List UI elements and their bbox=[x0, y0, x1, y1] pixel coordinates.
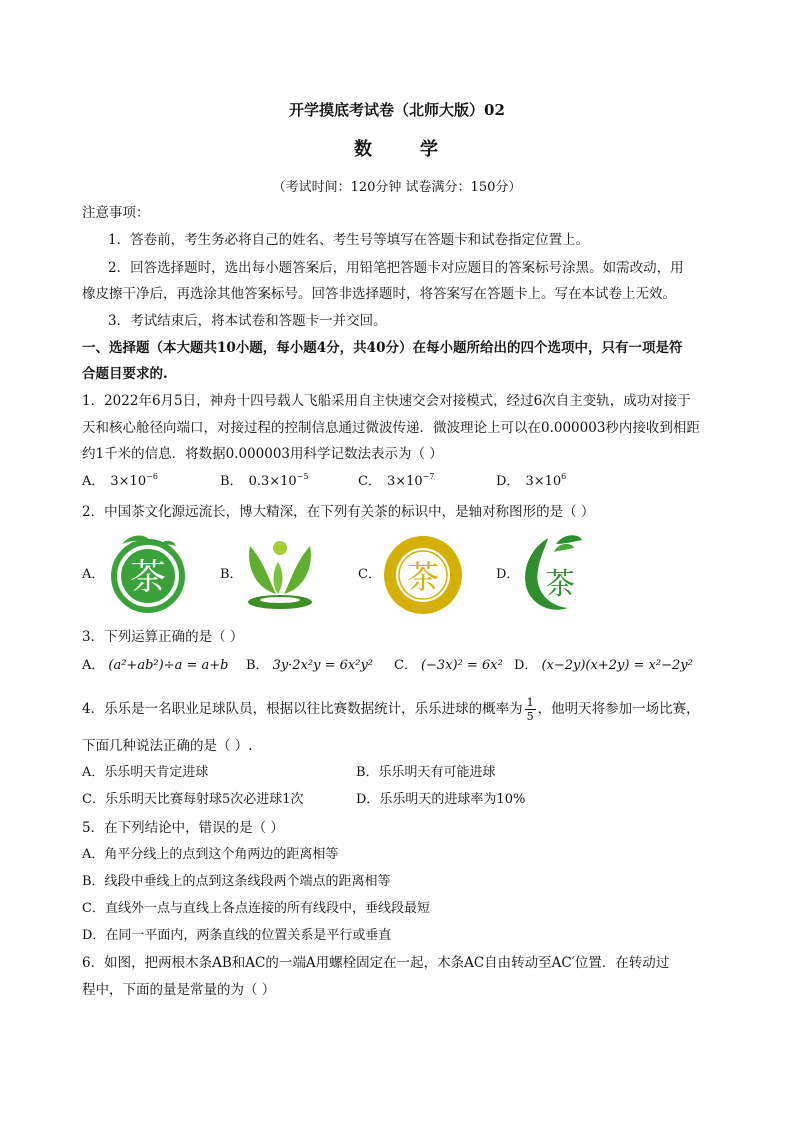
q3-b-label: B． bbox=[246, 658, 269, 673]
logo-c-char: 茶 bbox=[406, 558, 440, 596]
q2-option-c-label[interactable]: C． bbox=[358, 567, 381, 582]
q4-frac-den: 5 bbox=[526, 710, 534, 723]
q1-c-base: 3×10 bbox=[386, 474, 423, 489]
q2-option-a-label[interactable]: A． bbox=[82, 567, 105, 582]
note-1: 1．答卷前，考生务必将自己的姓名、考生号等填写在答题卡和试卷指定位置上。 bbox=[108, 232, 590, 248]
section-1-heading-2: 合题目要求的. bbox=[82, 366, 168, 382]
q1-option-c[interactable] bbox=[358, 472, 434, 492]
q3-stem: 3．下列运算正确的是（ ） bbox=[82, 629, 244, 645]
q3-c-label: C． bbox=[394, 658, 417, 673]
q2-option-d-label[interactable]: D． bbox=[496, 567, 520, 582]
q6-line-2: 程中，下面的量是常量的为（ ） bbox=[82, 982, 276, 998]
q3-option-a[interactable] bbox=[82, 656, 228, 676]
q2-stem: 2．中国茶文化源远流长，博大精深，在下列有关茶的标识中，是轴对称图形的是（ ） bbox=[82, 504, 595, 520]
section-1-heading: 一、选择题（本大题共10小题，每小题4分，共40分）在每小题所给出的四个选项中，只有一项是符 bbox=[82, 340, 683, 356]
q1-d-label: D． bbox=[496, 474, 520, 489]
q4-option-b[interactable]: B．乐乐明天有可能进球 bbox=[356, 765, 496, 780]
q1-option-a[interactable] bbox=[82, 472, 158, 492]
q1-a-exp: −6 bbox=[146, 472, 158, 481]
note-2-line-1: 2．回答选择题时，选出每小题答案后，用铅笔把答题卡对应题目的答案标号涂黑。如需改动，用 bbox=[108, 260, 684, 276]
q1-b-label: B． bbox=[220, 474, 243, 489]
q1-line-1: 1．2022年6月5日，神舟十四号载人飞船采用自主快速交会对接模式，经过6次自主变轨，成功对接于 bbox=[82, 393, 691, 409]
q5-option-b[interactable]: B．线段中垂线上的点到这条线段两个端点的距离相等 bbox=[82, 874, 391, 889]
q3-option-d[interactable] bbox=[514, 656, 693, 676]
q3-a-expr: (a²+ab²)÷a = a+b bbox=[108, 658, 229, 673]
q3-c-expr: (−3x)² = 6x² bbox=[420, 658, 503, 673]
tea-logo-c[interactable] bbox=[382, 534, 464, 620]
q1-b-base: 0.3×10 bbox=[248, 474, 297, 489]
q5-stem: 5．在下列结论中，错误的是（ ） bbox=[82, 820, 284, 836]
q4-line-1 bbox=[82, 696, 700, 723]
q1-a-base: 3×10 bbox=[110, 474, 147, 489]
q1-d-exp: 6 bbox=[561, 472, 567, 481]
q4-option-a[interactable]: A．乐乐明天肯定进球 bbox=[82, 765, 209, 780]
note-3: 3．考试结束后，将本试卷和答题卡一并交回。 bbox=[108, 313, 387, 329]
tea-logo-b[interactable] bbox=[242, 532, 318, 616]
q1-c-exp: −7 bbox=[422, 472, 435, 481]
notes-heading: 注意事项： bbox=[82, 205, 150, 221]
tea-logo-d[interactable] bbox=[518, 530, 588, 620]
tea-logo-a[interactable] bbox=[108, 532, 188, 620]
q3-a-label: A． bbox=[82, 658, 105, 673]
subject-char-2: 学 bbox=[420, 139, 440, 160]
q1-c-label: C． bbox=[358, 474, 381, 489]
logo-a-char: 茶 bbox=[129, 557, 167, 598]
subject-title bbox=[0, 135, 794, 161]
q1-a-label: A． bbox=[82, 474, 105, 489]
q5-option-a[interactable]: A．角平分线上的点到这个角两边的距离相等 bbox=[82, 847, 339, 862]
q3-d-label: D． bbox=[514, 658, 538, 673]
q3-d-expr: (x−2y)(x+2y) = x²−2y² bbox=[541, 658, 693, 673]
q4-option-d[interactable]: D．乐乐明天的进球率为10% bbox=[356, 792, 526, 807]
q1-line-2: 天和核心舱径向端口，对接过程的控制信息通过微波传递．微波理论上可以在0.000003秒内接收到相距 bbox=[82, 420, 700, 436]
q1-d-base: 3×10 bbox=[525, 474, 562, 489]
q4-line-1-post: ，他明天将参加一场比赛， bbox=[537, 701, 700, 717]
q3-b-expr: 3y·2x²y = 6x²y² bbox=[272, 658, 373, 673]
q4-frac-num: 1 bbox=[526, 696, 534, 709]
logo-d-char: 茶 bbox=[545, 567, 575, 602]
q5-option-d[interactable]: D．在同一平面内，两条直线的位置关系是平行或垂直 bbox=[82, 928, 392, 943]
q1-line-3: 约1千米的信息．将数据0.000003用科学记数法表示为（ ） bbox=[82, 446, 443, 462]
note-2-line-2: 橡皮擦干净后，再选涂其他答案标号。回答非选择题时，将答案写在答题卡上。写在本试卷上无效。 bbox=[82, 286, 676, 302]
q3-option-b[interactable] bbox=[246, 656, 373, 676]
subject-char-1: 数 bbox=[354, 139, 374, 160]
q3-option-c[interactable] bbox=[394, 656, 503, 676]
q4-fraction bbox=[525, 696, 536, 723]
exam-title: 开学摸底考试卷（北师大版）02 bbox=[289, 101, 505, 119]
q1-b-exp: −5 bbox=[296, 472, 309, 481]
q1-option-d[interactable] bbox=[496, 472, 566, 492]
q5-option-c[interactable]: C．直线外一点与直线上各点连接的所有线段中，垂线段最短 bbox=[82, 901, 430, 916]
q4-line-2: 下面几种说法正确的是（ ）. bbox=[82, 738, 253, 754]
q4-option-c[interactable]: C．乐乐明天比赛每射球5次必进球1次 bbox=[82, 792, 304, 807]
exam-info: （考试时间：120分钟 试卷满分：150分） bbox=[272, 180, 522, 195]
q1-option-b[interactable] bbox=[220, 472, 308, 492]
q6-line-1: 6．如图，把两根木条AB和AC的一端A用螺栓固定在一起，木条AC自由转动至AC′位置．在转动过 bbox=[82, 955, 670, 971]
q2-option-b-label[interactable]: B． bbox=[220, 567, 243, 582]
q4-line-1-pre: 4．乐乐是一名职业足球队员，根据以往比赛数据统计，乐乐进球的概率为 bbox=[82, 701, 523, 717]
